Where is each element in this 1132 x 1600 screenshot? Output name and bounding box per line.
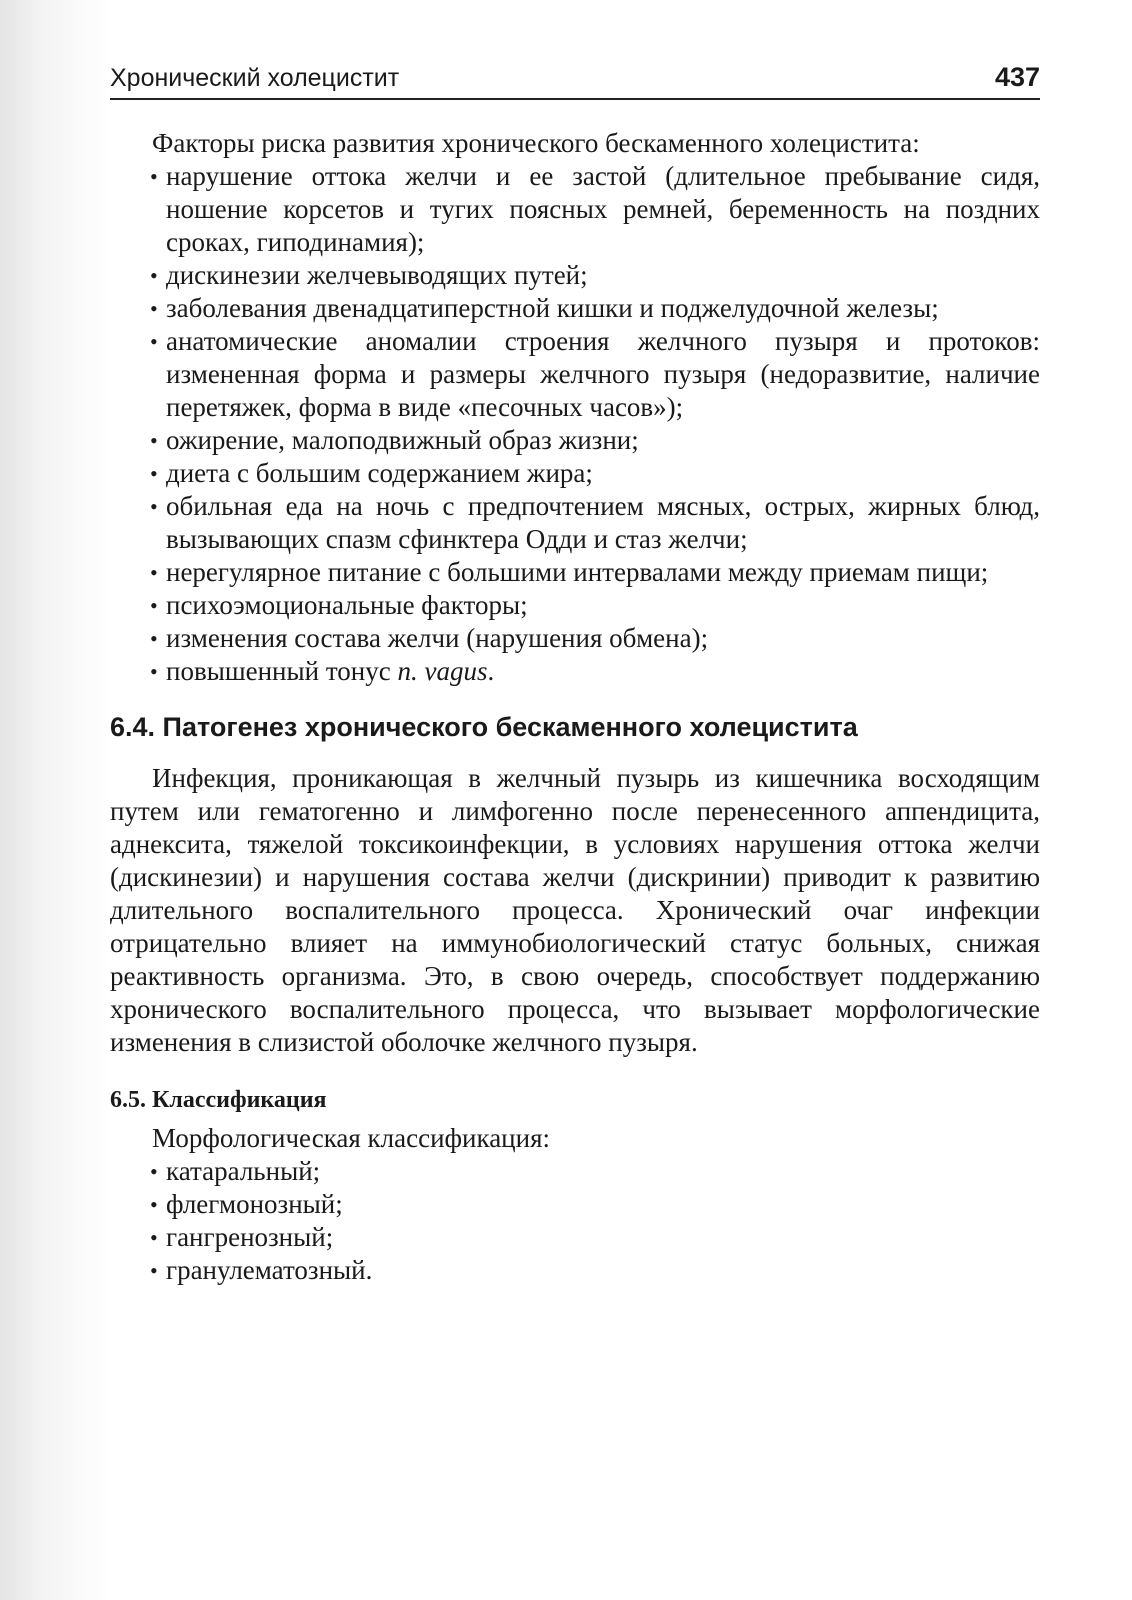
bullet-icon: •: [150, 296, 158, 321]
bullet-icon: •: [150, 329, 158, 354]
bullet-icon: •: [150, 1192, 158, 1217]
list-item-text: катаральный;: [166, 1156, 321, 1186]
bullet-icon: •: [150, 428, 158, 453]
list-item-text: анатомические аномалии строения желчного пузыря и протоков: измененная форма и размеры желчного пузыря (недоразвитие, наличие перетяжек, форма в виде «песочных часов»);: [166, 326, 1040, 422]
list-item-prefix: повышенный тонус: [166, 656, 398, 686]
list-item: [110, 622, 1040, 655]
pathogenesis-paragraph: Инфекция, проникающая в желчный пузырь из кишечника восходящим путем или гематогенно и лимфогенно после перенесенного аппендицита, аднексита, тяжелой токсикоинфекции, в условиях нарушения оттока желчи (дискинезии) и нарушения состава желчи (дискринии) приводит к развитию длительного воспалительного процесса. Хронический очаг инфекции отрицательно влияет на иммунобиологический статус больных, снижая реактивность организма. Это, в свою очередь, способствует поддержанию хронического воспалительного процесса, что вызывает морфологические изменения в слизистой оболочке желчного пузыря.: [110, 763, 1040, 1057]
classification-intro: Морфологическая классификация:: [152, 1123, 550, 1153]
list-item: [110, 325, 1040, 424]
list-item: [110, 1155, 1040, 1188]
list-item-text: нарушение оттока желчи и ее застой (длительное пребывание сидя, ношение корсетов и тугих поясных ремней, беременность на поздних сроках, гиподинамия);: [166, 161, 1040, 257]
list-item-text: гранулематозный.: [166, 1255, 373, 1285]
list-item-text: дискинезии желчевыводящих путей;: [166, 260, 588, 290]
list-item: [110, 589, 1040, 622]
list-item: [110, 655, 1040, 688]
list-item: [110, 1221, 1040, 1254]
list-item-text: гангренозный;: [166, 1222, 334, 1252]
list-item-text: заболевания двенадцатиперстной кишки и поджелудочной железы;: [166, 293, 939, 323]
bullet-icon: •: [150, 494, 158, 519]
list-item: [110, 457, 1040, 490]
list-item: [110, 259, 1040, 292]
bullet-icon: •: [150, 164, 158, 189]
list-item-text: ожирение, малоподвижный образ жизни;: [166, 425, 639, 455]
bullet-icon: •: [150, 593, 158, 618]
risk-factors-list: [110, 160, 1040, 688]
list-item: [110, 1188, 1040, 1221]
list-item: [110, 160, 1040, 259]
list-item-text: диета с большим содержанием жира;: [166, 458, 593, 488]
bullet-icon: •: [150, 1258, 158, 1283]
bullet-icon: •: [150, 659, 158, 684]
list-item: [110, 292, 1040, 325]
running-header: [110, 62, 1040, 100]
section-heading-pathogenesis: 6.4. Патогенез хронического бескаменного холецистита: [110, 712, 858, 742]
bullet-icon: •: [150, 1225, 158, 1250]
bullet-icon: •: [150, 461, 158, 486]
list-item-text: психоэмоциональные факторы;: [166, 590, 528, 620]
classification-list: [110, 1155, 1040, 1287]
list-item: [110, 556, 1040, 589]
bullet-icon: •: [150, 1159, 158, 1184]
bullet-icon: •: [150, 626, 158, 651]
list-item-text: обильная еда на ночь с предпочтением мясных, острых, жирных блюд, вызывающих спазм сфинктера Одди и стаз желчи;: [166, 491, 1040, 554]
list-item: [110, 424, 1040, 457]
list-item-text: изменения состава желчи (нарушения обмена);: [166, 623, 709, 653]
bullet-icon: •: [150, 560, 158, 585]
page-number: 437: [994, 62, 1040, 92]
list-item-suffix: .: [487, 656, 495, 686]
bullet-icon: •: [150, 263, 158, 288]
list-item-text: флегмонозный;: [166, 1189, 343, 1219]
risk-factors-intro: Факторы риска развития хронического бескаменного холецистита:: [152, 128, 920, 158]
list-item: [110, 490, 1040, 556]
section-heading-classification: 6.5. Классификация: [110, 1087, 327, 1113]
latin-term: n. vagus: [397, 656, 488, 686]
page-content: [110, 127, 1040, 1287]
pathogenesis-body: [110, 762, 1040, 1059]
list-item: [110, 1254, 1040, 1287]
list-item-text: нерегулярное питание с большими интервалами между приемам пищи;: [166, 557, 989, 587]
chapter-title: Хронический холецистит: [110, 64, 400, 92]
